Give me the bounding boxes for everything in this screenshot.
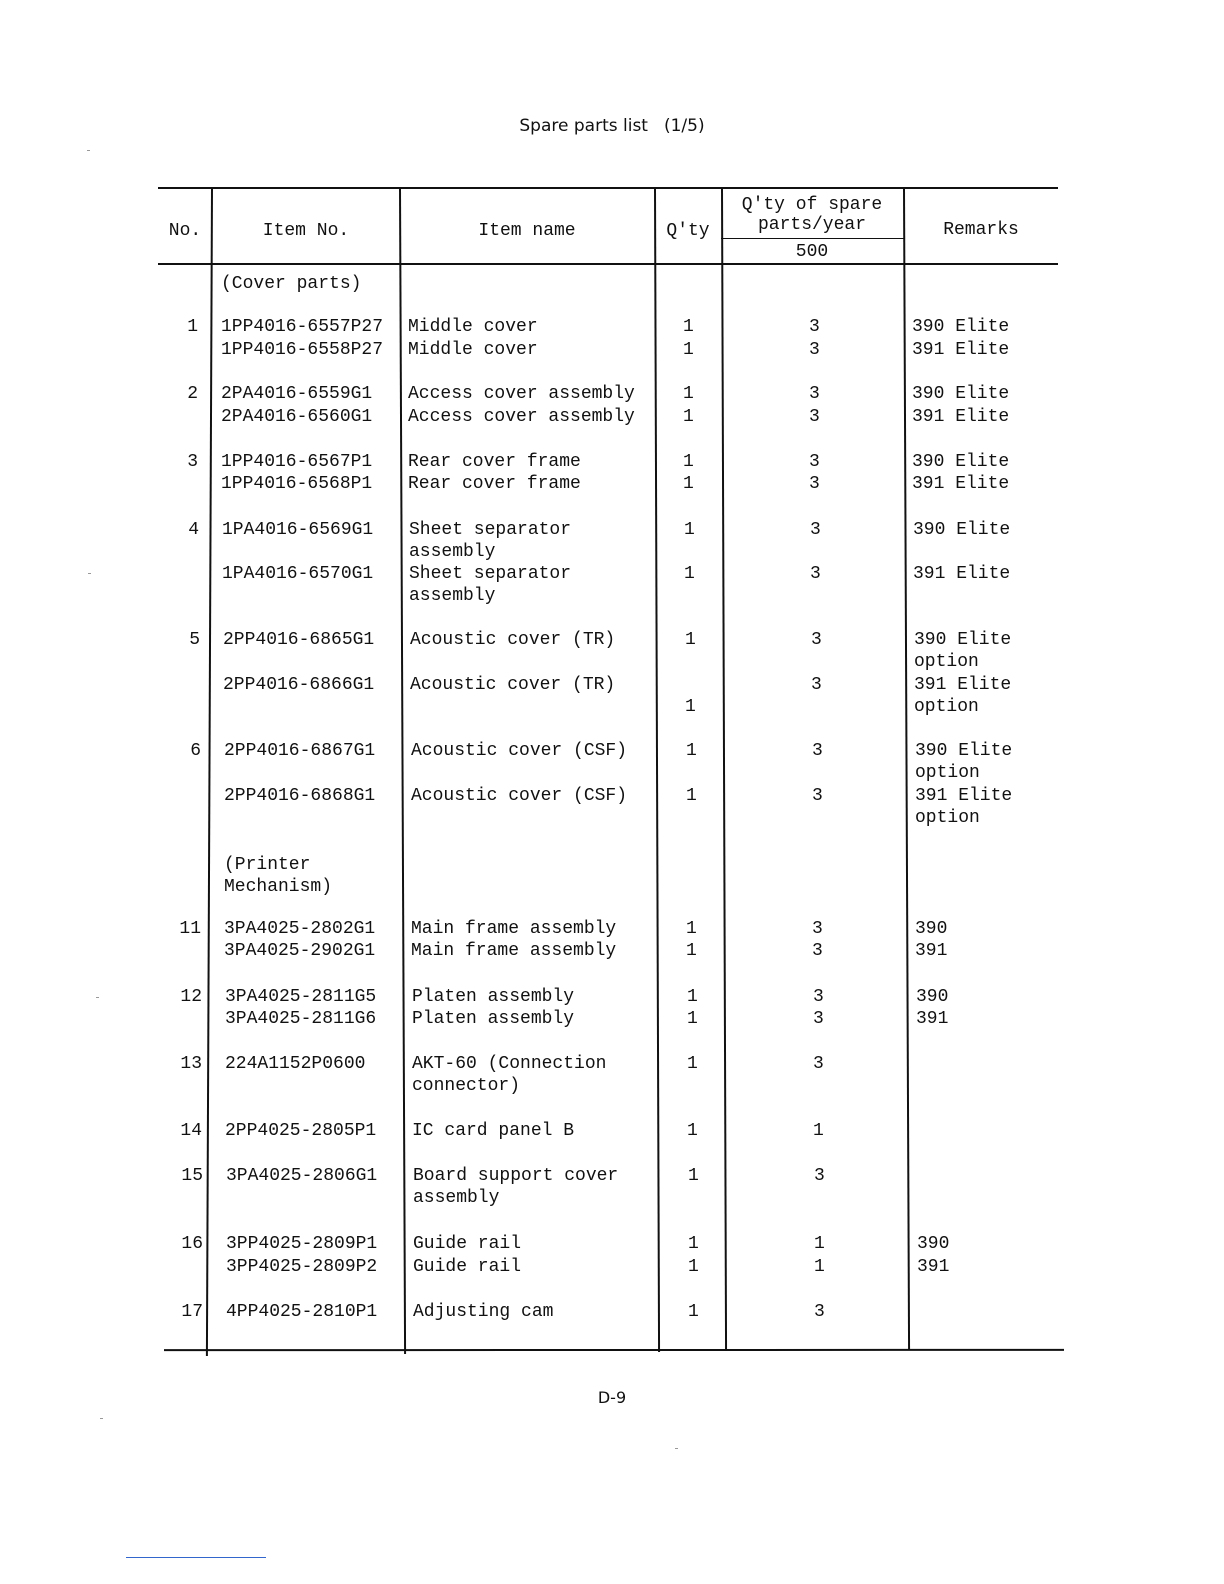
- row-qty: 1: [687, 1121, 698, 1141]
- row-spare-qty: 3: [812, 919, 823, 939]
- row-item-name: Guide rail: [413, 1257, 522, 1277]
- row-spare-qty: 1: [813, 1121, 824, 1141]
- row-item-number: 2PP4016-6867G1: [224, 741, 376, 761]
- row-remarks: 391 Elite: [912, 340, 1010, 360]
- row-item-number: 224A1152P0600: [225, 1054, 366, 1074]
- row-qty: 1: [688, 1257, 699, 1277]
- col-rule-5: [903, 188, 910, 1350]
- row-item-name: Sheet separator: [409, 564, 572, 584]
- row-spare-qty: 3: [813, 1054, 824, 1074]
- col-rule-4: [721, 188, 727, 1350]
- row-qty: 1: [687, 1054, 698, 1074]
- row-remarks: 391 Elite: [914, 675, 1012, 695]
- row-spare-qty: 3: [814, 1166, 825, 1186]
- header-remarks: Remarks: [943, 220, 1019, 240]
- row-number: 16: [181, 1234, 203, 1254]
- row-item-name: Sheet separator: [409, 520, 572, 540]
- row-remarks-cont: option: [914, 697, 979, 717]
- row-qty: 1: [687, 1009, 698, 1029]
- section-label: (Cover parts): [221, 274, 362, 294]
- row-item-name-cont: assembly: [409, 542, 496, 562]
- row-spare-qty: 3: [813, 987, 824, 1007]
- row-spare-qty: 3: [809, 407, 820, 427]
- row-number: 1: [187, 317, 198, 337]
- row-qty: 1: [686, 741, 697, 761]
- row-item-number: 1PP4016-6568P1: [221, 474, 373, 494]
- row-item-number: 3PA4025-2802G1: [224, 919, 376, 939]
- row-number: 11: [179, 919, 201, 939]
- row-item-name: Access cover assembly: [408, 407, 635, 427]
- row-item-number: 2PP4016-6866G1: [223, 675, 375, 695]
- row-number: 17: [181, 1302, 203, 1322]
- row-item-number: 1PP4016-6557P27: [221, 317, 384, 337]
- row-spare-qty: 3: [811, 675, 822, 695]
- row-item-name: Main frame assembly: [411, 941, 617, 961]
- row-spare-qty: 3: [809, 384, 820, 404]
- row-number: 15: [181, 1166, 203, 1186]
- row-remarks: 391: [917, 1257, 950, 1277]
- row-qty: 1: [686, 941, 697, 961]
- row-item-number: 1PA4016-6569G1: [222, 520, 374, 540]
- row-item-name-cont: assembly: [409, 586, 496, 606]
- row-item-number: 3PP4025-2809P2: [226, 1257, 378, 1277]
- row-qty: 1: [685, 697, 696, 717]
- row-qty: 1: [684, 564, 695, 584]
- row-remarks: 390 Elite: [914, 630, 1012, 650]
- title-part: (1/5): [663, 116, 705, 136]
- row-qty: 1: [683, 317, 694, 337]
- row-qty: 1: [683, 340, 694, 360]
- row-item-number: 2PP4025-2805P1: [225, 1121, 377, 1141]
- row-remarks: 390: [917, 1234, 950, 1254]
- row-remarks: 390 Elite: [915, 741, 1013, 761]
- row-item-name: Adjusting cam: [413, 1302, 554, 1322]
- row-item-name: Acoustic cover (TR): [410, 675, 616, 695]
- row-item-name: Access cover assembly: [408, 384, 635, 404]
- header-no: No.: [168, 221, 202, 241]
- section-label: (Printer: [224, 855, 311, 875]
- row-spare-qty: 3: [810, 564, 821, 584]
- row-number: 3: [187, 452, 198, 472]
- row-remarks: 390 Elite: [912, 452, 1010, 472]
- row-item-number: 3PA4025-2806G1: [226, 1166, 378, 1186]
- row-remarks: 390 Elite: [912, 384, 1010, 404]
- col-rule-2: [399, 188, 406, 1354]
- row-remarks-cont: option: [915, 763, 980, 783]
- row-spare-qty: 3: [812, 741, 823, 761]
- row-number: 5: [189, 630, 200, 650]
- header-spare-line2: parts/year: [757, 215, 867, 235]
- row-qty: 1: [688, 1234, 699, 1254]
- scan-speck: [675, 1448, 678, 1449]
- table-top-rule: [158, 187, 1058, 189]
- row-item-name-cont: connector): [412, 1076, 521, 1096]
- row-item-number: 2PA4016-6559G1: [221, 384, 373, 404]
- row-spare-qty: 3: [812, 786, 823, 806]
- row-item-number: 2PA4016-6560G1: [221, 407, 373, 427]
- row-item-name-cont: assembly: [413, 1188, 500, 1208]
- col-rule-3: [654, 188, 660, 1352]
- row-item-name: Board support cover: [413, 1166, 619, 1186]
- header-spare-line1: Q'ty of spare: [741, 195, 883, 215]
- row-remarks: 391 Elite: [915, 786, 1013, 806]
- row-number: 4: [188, 520, 199, 540]
- row-item-number: 3PA4025-2902G1: [224, 941, 376, 961]
- row-item-name: Acoustic cover (CSF): [411, 741, 628, 761]
- row-remarks-cont: option: [915, 808, 980, 828]
- row-remarks: 390 Elite: [912, 317, 1010, 337]
- row-spare-qty: 3: [811, 630, 822, 650]
- header-item-no: Item No.: [262, 221, 350, 241]
- row-remarks: 390 Elite: [913, 520, 1011, 540]
- row-remarks: 390: [915, 919, 948, 939]
- row-qty: 1: [683, 452, 694, 472]
- row-item-name: Guide rail: [413, 1234, 522, 1254]
- row-number: 14: [180, 1121, 202, 1141]
- row-item-number: 2PP4016-6868G1: [224, 786, 376, 806]
- row-item-number: 3PP4025-2809P1: [226, 1234, 378, 1254]
- row-remarks: 391: [915, 941, 948, 961]
- row-remarks: 391 Elite: [912, 474, 1010, 494]
- row-item-number: 2PP4016-6865G1: [223, 630, 375, 650]
- section-label: Mechanism): [224, 877, 333, 897]
- row-item-name: Acoustic cover (TR): [410, 630, 616, 650]
- row-qty: 1: [688, 1302, 699, 1322]
- row-item-number: 3PA4025-2811G5: [225, 987, 377, 1007]
- row-number: 13: [180, 1054, 202, 1074]
- row-item-name: Middle cover: [408, 317, 538, 337]
- row-qty: 1: [687, 987, 698, 1007]
- scan-speck: [100, 1418, 103, 1419]
- row-spare-qty: 3: [813, 1009, 824, 1029]
- row-remarks: 390: [916, 987, 949, 1007]
- row-qty: 1: [683, 384, 694, 404]
- header-item-name: Item name: [478, 221, 576, 241]
- row-qty: 1: [686, 919, 697, 939]
- row-item-name: Middle cover: [408, 340, 538, 360]
- row-spare-qty: 3: [814, 1302, 825, 1322]
- spare-sub-rule: [721, 238, 904, 239]
- row-spare-qty: 3: [809, 317, 820, 337]
- row-qty: 1: [686, 786, 697, 806]
- header-qty: Q'ty: [666, 221, 710, 241]
- row-item-name: Rear cover frame: [408, 474, 581, 494]
- page-number: D-9: [597, 1388, 627, 1407]
- row-qty: 1: [684, 520, 695, 540]
- title-main: Spare parts list: [519, 116, 648, 136]
- row-spare-qty: 1: [814, 1257, 825, 1277]
- header-bottom-rule: [158, 263, 1058, 265]
- row-item-number: 1PP4016-6558P27: [221, 340, 384, 360]
- row-item-name: Main frame assembly: [411, 919, 617, 939]
- row-item-number: 3PA4025-2811G6: [225, 1009, 377, 1029]
- table-bottom-rule: [164, 1349, 1064, 1351]
- row-qty: 1: [688, 1166, 699, 1186]
- scan-mark: [126, 1557, 266, 1558]
- row-number: 6: [190, 741, 201, 761]
- scan-speck: [87, 150, 90, 151]
- header-spare-sub: 500: [795, 242, 829, 262]
- row-item-name: IC card panel B: [412, 1121, 575, 1141]
- row-item-name: Platen assembly: [412, 987, 575, 1007]
- row-spare-qty: 3: [809, 340, 820, 360]
- row-spare-qty: 3: [812, 941, 823, 961]
- scan-speck: [96, 997, 99, 998]
- row-qty: 1: [683, 407, 694, 427]
- row-item-number: 4PP4025-2810P1: [226, 1302, 378, 1322]
- row-item-name: AKT-60 (Connection: [412, 1054, 607, 1074]
- page-title: [0, 116, 1224, 136]
- row-item-number: 1PA4016-6570G1: [222, 564, 374, 584]
- row-remarks-cont: option: [914, 652, 979, 672]
- row-number: 2: [187, 384, 198, 404]
- row-remarks: 391 Elite: [913, 564, 1011, 584]
- row-item-name: Platen assembly: [412, 1009, 575, 1029]
- row-spare-qty: 3: [810, 520, 821, 540]
- row-remarks: 391: [916, 1009, 949, 1029]
- row-qty: 1: [683, 474, 694, 494]
- row-spare-qty: 3: [809, 452, 820, 472]
- row-spare-qty: 3: [809, 474, 820, 494]
- row-item-name: Acoustic cover (CSF): [411, 786, 628, 806]
- row-number: 12: [180, 987, 202, 1007]
- row-remarks: 391 Elite: [912, 407, 1010, 427]
- row-item-number: 1PP4016-6567P1: [221, 452, 373, 472]
- row-item-name: Rear cover frame: [408, 452, 581, 472]
- row-spare-qty: 1: [814, 1234, 825, 1254]
- scan-speck: [88, 573, 91, 574]
- col-rule-1: [206, 188, 213, 1356]
- row-qty: 1: [685, 630, 696, 650]
